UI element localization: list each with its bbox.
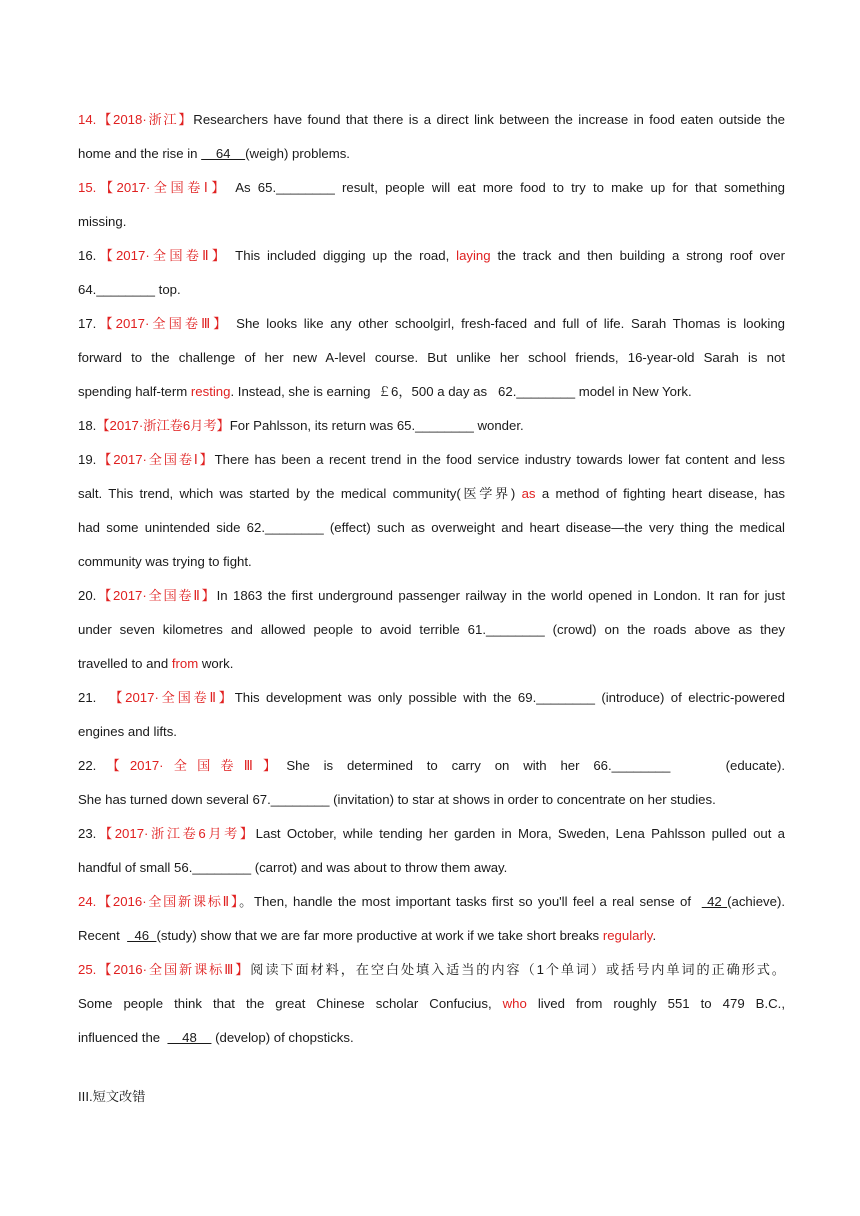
text-segment: 17.	[78, 316, 97, 331]
exercise-item	[78, 817, 785, 885]
answer-blank[interactable]: 64	[201, 146, 246, 161]
exercise-item	[78, 885, 785, 953]
text-line	[78, 579, 785, 613]
highlight-text: as	[521, 486, 536, 501]
highlight-text: 【2017·浙江卷6月考】	[96, 418, 230, 433]
exercise-item	[78, 239, 785, 307]
text-segment: Recent	[78, 928, 128, 943]
highlight-text: who	[502, 996, 527, 1011]
exercise-item	[78, 749, 785, 817]
text-segment: 20.	[78, 588, 97, 603]
text-segment: There has been a recent trend in the food service industry towards lower fat content and less	[214, 452, 785, 467]
text-line	[78, 681, 785, 715]
text-line	[78, 783, 785, 817]
exercise-item	[78, 409, 785, 443]
text-segment: For Pahlsson, its return was 65.________ wonder.	[229, 418, 524, 433]
text-segment: spending half-term	[78, 384, 191, 399]
highlight-text: 25.【2016·全国新课标Ⅲ】	[78, 962, 251, 977]
text-segment: forward to the challenge of her new A-level course. But unlike her school friends, 16-year-old Sarah is not	[78, 350, 785, 365]
text-line	[78, 511, 785, 545]
text-segment: 23.	[78, 826, 97, 841]
text-line	[78, 375, 785, 409]
exercise-item	[78, 681, 785, 749]
text-segment: As 65.________ result, people will eat more food to try to make up for that something	[228, 180, 785, 195]
text-line	[78, 647, 785, 681]
exercise-item	[78, 443, 785, 579]
highlight-text: 24.【2016·全国新课标Ⅱ】	[78, 894, 240, 909]
text-line	[78, 477, 785, 511]
highlight-text: laying	[456, 248, 491, 263]
text-line	[78, 171, 785, 205]
highlight-text: 【2017·浙江卷6月考】	[96, 826, 256, 841]
text-segment: had some unintended side 62.________ (effect) such as overweight and heart disease—the very thing the medical	[78, 520, 785, 535]
text-line	[78, 987, 785, 1021]
text-line	[78, 885, 785, 919]
text-segment: community was trying to fight.	[78, 554, 252, 569]
text-segment: .	[652, 928, 657, 943]
text-line	[78, 715, 785, 749]
text-line	[78, 749, 785, 783]
text-line	[78, 273, 785, 307]
exercise-item	[78, 579, 785, 681]
text-segment: 16.	[78, 248, 97, 263]
text-segment: 阅读下面材料，在空白处填入适当的内容（1个单词）或括号内单词的正确形式。	[250, 962, 785, 977]
highlight-text: 【2017·全国卷Ⅱ】	[96, 248, 229, 263]
text-segment: Some people think that the great Chinese scholar Confucius,	[78, 996, 503, 1011]
text-line	[78, 443, 785, 477]
text-line	[78, 919, 785, 953]
text-line	[78, 953, 785, 987]
text-segment: home and the rise in	[78, 146, 202, 161]
highlight-text: 【2017·全国卷Ⅲ】	[96, 758, 287, 773]
text-segment: (develop) of chopsticks.	[211, 1030, 354, 1045]
highlight-text: 【2017·全国卷Ⅱ】	[109, 690, 235, 705]
exercise-list	[78, 103, 785, 1055]
answer-blank[interactable]: 48	[167, 1030, 212, 1045]
highlight-text: regularly	[602, 928, 653, 943]
text-line	[78, 817, 785, 851]
text-segment: In 1863 the first underground passenger railway in the world opened in London. It ran for just	[216, 588, 785, 603]
text-line	[78, 103, 785, 137]
text-line	[78, 341, 785, 375]
text-line	[78, 205, 785, 239]
highlight-text: 14.【2018·浙江】	[78, 112, 194, 127]
text-segment: 21.	[78, 690, 110, 705]
section-heading: III.短文改错	[78, 1089, 146, 1104]
text-segment: missing.	[78, 214, 127, 229]
text-line	[78, 137, 785, 171]
text-segment: influenced the	[78, 1030, 168, 1045]
text-segment: (study) show that we are far more productive at work if we take short breaks	[156, 928, 603, 943]
exercise-item	[78, 953, 785, 1055]
text-segment: . Instead, she is earning ￡6，500 a day as 62.________ model in New York.	[230, 384, 692, 399]
text-segment: under seven kilometres and allowed people to avoid terrible 61.________ (crowd) on the roads above as they	[78, 622, 785, 637]
text-segment: This included digging up the road,	[228, 248, 457, 263]
text-line	[78, 545, 785, 579]
highlight-text: 15.【2017·全国卷Ⅰ】	[78, 180, 229, 195]
text-segment: (achieve).	[727, 894, 785, 909]
text-segment: She is determined to carry on with her 66.________ (educate).	[286, 758, 785, 773]
text-segment: 19.	[78, 452, 97, 467]
answer-blank[interactable]: 46	[127, 928, 157, 943]
text-line	[78, 239, 785, 273]
answer-blank[interactable]: 42	[701, 894, 728, 909]
highlight-text: 【2017·全国卷Ⅰ】	[96, 452, 215, 467]
text-line	[78, 1021, 785, 1055]
highlight-text: resting	[190, 384, 231, 399]
text-segment: salt. This trend, which was started by the medical community(医学界)	[78, 486, 522, 501]
text-line	[78, 613, 785, 647]
exercise-item	[78, 103, 785, 171]
text-segment: She has turned down several 67.________ (invitation) to star at shows in order to concentrate on her studies.	[78, 792, 716, 807]
text-segment: 22.	[78, 758, 97, 773]
highlight-text: from	[171, 656, 199, 671]
text-segment: She looks like any other schoolgirl, fresh-faced and full of life. Sarah Thomas is looking	[229, 316, 785, 331]
text-segment: handful of small 56.________ (carrot) and was about to throw them away.	[78, 860, 508, 875]
text-segment: (weigh) problems.	[245, 146, 350, 161]
text-segment: the track and then building a strong roof over	[490, 248, 785, 263]
exercise-item	[78, 171, 785, 239]
text-segment: work.	[198, 656, 234, 671]
text-segment: a method of fighting heart disease, has	[535, 486, 785, 501]
text-segment: This development was only possible with the 69.________ (introduce) of electric-powered	[234, 690, 785, 705]
highlight-text: 【2017·全国卷Ⅱ】	[96, 588, 217, 603]
text-line	[78, 851, 785, 885]
text-segment: lived from roughly 551 to 479 B.C.,	[526, 996, 785, 1011]
text-line	[78, 409, 785, 443]
exercise-item	[78, 307, 785, 409]
text-segment: Researchers have found that there is a direct link between the increase in food eaten outside the	[193, 112, 785, 127]
highlight-text: 【2017·全国卷Ⅲ】	[96, 316, 230, 331]
text-line	[78, 307, 785, 341]
text-segment: travelled to and	[78, 656, 172, 671]
text-segment: engines and lifts.	[78, 724, 177, 739]
text-segment: 。Then, handle the most important tasks first so you'll feel a real sense of	[239, 894, 702, 909]
text-segment: 64.________ top.	[78, 282, 181, 297]
text-segment: Last October, while tending her garden in Mora, Sweden, Lena Pahlsson pulled out a	[255, 826, 785, 841]
text-segment: 18.	[78, 418, 97, 433]
